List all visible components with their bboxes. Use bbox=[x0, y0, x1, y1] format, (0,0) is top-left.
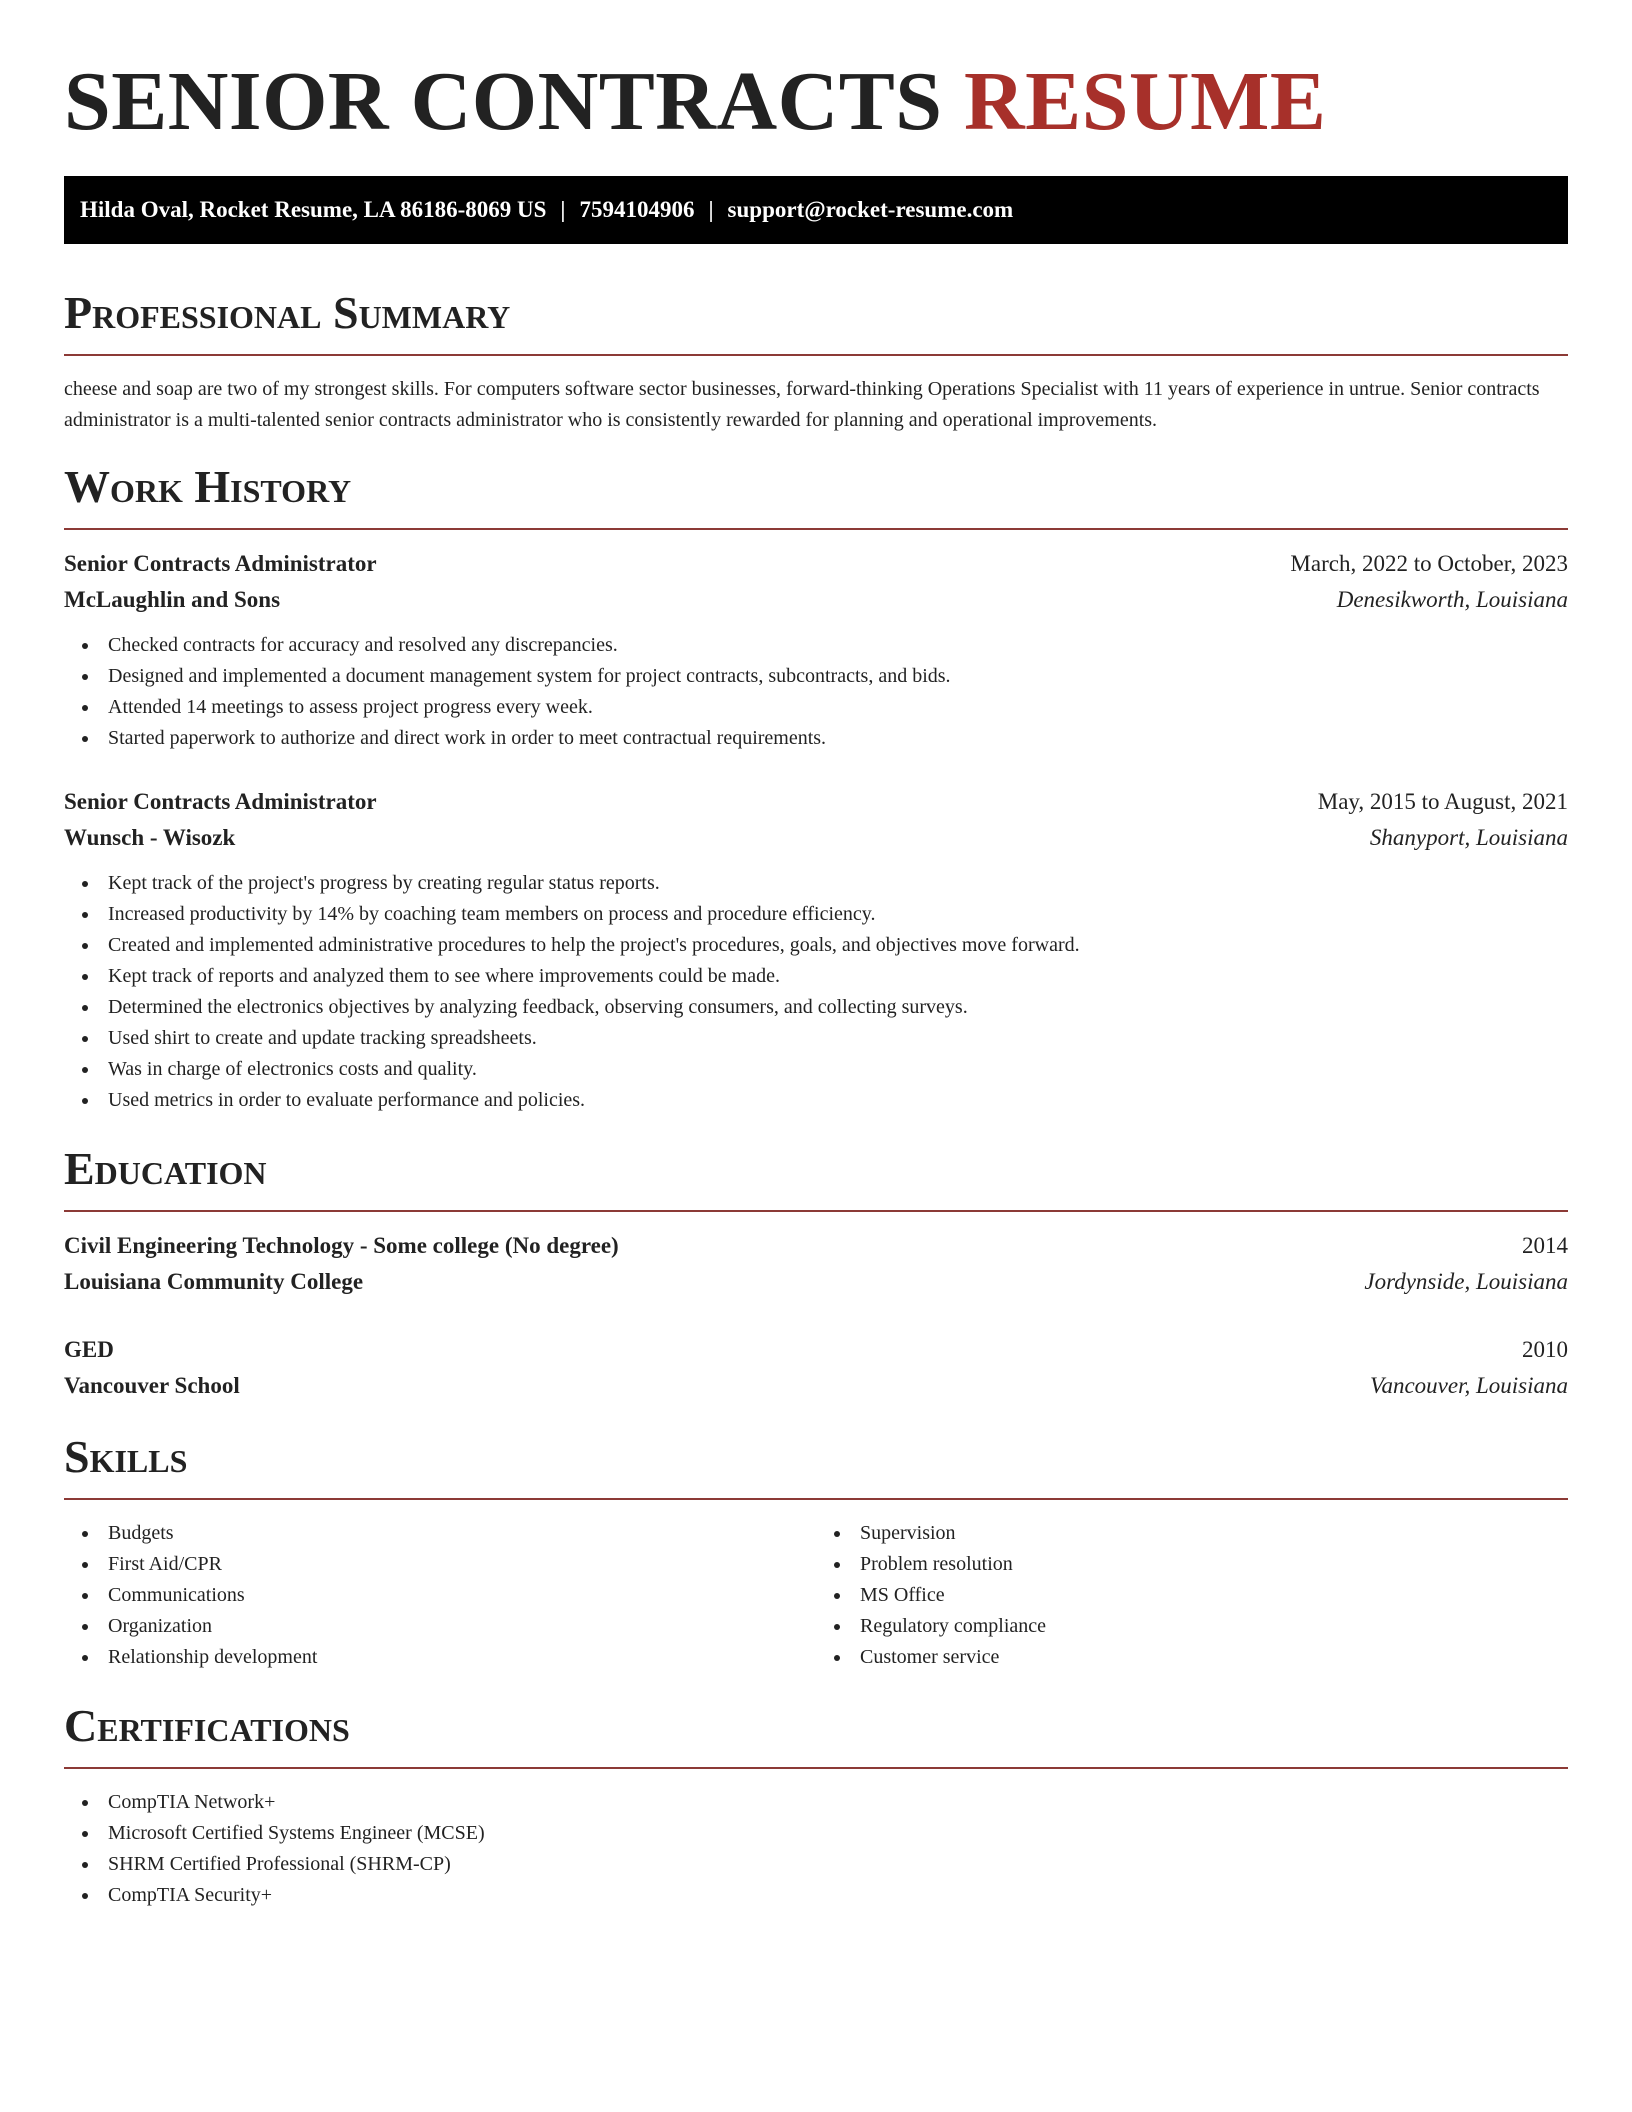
job-entry bbox=[64, 546, 1568, 754]
certifications-section bbox=[64, 1701, 1568, 1911]
education-degree-row bbox=[64, 1332, 1568, 1368]
skills-grid bbox=[64, 1518, 1568, 1673]
title-main: SENIOR CONTRACTS bbox=[64, 55, 943, 148]
list-item: Increased productivity by 14% by coaching team members on process and procedure efficiency. bbox=[64, 899, 1568, 930]
list-item: Problem resolution bbox=[816, 1549, 1568, 1580]
list-item: Organization bbox=[64, 1611, 816, 1642]
skills-heading: Skills bbox=[64, 1431, 188, 1482]
list-item: Communications bbox=[64, 1580, 816, 1611]
contact-separator: | bbox=[708, 197, 714, 222]
list-item: Relationship development bbox=[64, 1642, 816, 1673]
section-divider bbox=[64, 1498, 1568, 1500]
resume-title bbox=[64, 52, 1568, 152]
summary-heading: Professional Summary bbox=[64, 287, 511, 338]
summary-text: cheese and soap are two of my strongest skills. For computers software sector businesses, forward-thinking Operations Specialist with 11 years of experience in untrue. Senior contracts administrator is a multi-talented senior contracts administrator who is consistently rewarded for planning and operational improvements. bbox=[64, 378, 1540, 431]
job-bullets bbox=[64, 630, 1568, 754]
education-school: Vancouver School bbox=[64, 1373, 240, 1398]
education-entry bbox=[64, 1332, 1568, 1404]
education-year: 2014 bbox=[1522, 1233, 1568, 1258]
education-degree-row bbox=[64, 1228, 1568, 1264]
summary-section bbox=[64, 288, 1568, 436]
job-company: Wunsch - Wisozk bbox=[64, 825, 236, 850]
job-title: Senior Contracts Administrator bbox=[64, 551, 377, 576]
job-header-row bbox=[64, 546, 1568, 582]
section-divider bbox=[64, 1210, 1568, 1212]
section-divider bbox=[64, 1767, 1568, 1769]
job-dates: March, 2022 to October, 2023 bbox=[1290, 551, 1568, 576]
contact-email: support@rocket-resume.com bbox=[727, 197, 1014, 222]
section-divider bbox=[64, 354, 1568, 356]
job-location: Denesikworth, Louisiana bbox=[1336, 587, 1568, 612]
list-item: CompTIA Security+ bbox=[64, 1880, 1568, 1911]
certifications-heading: Certifications bbox=[64, 1700, 350, 1751]
education-degree: GED bbox=[64, 1337, 114, 1362]
education-heading: Education bbox=[64, 1143, 267, 1194]
skills-section bbox=[64, 1432, 1568, 1673]
work-history-section bbox=[64, 462, 1568, 1116]
education-entry bbox=[64, 1228, 1568, 1300]
list-item: CompTIA Network+ bbox=[64, 1787, 1568, 1818]
list-item: SHRM Certified Professional (SHRM-CP) bbox=[64, 1849, 1568, 1880]
education-location: Vancouver, Louisiana bbox=[1369, 1373, 1568, 1398]
list-item: Created and implemented administrative procedures to help the project's procedures, goals, and objectives move forward. bbox=[64, 930, 1568, 961]
list-item: Budgets bbox=[64, 1518, 816, 1549]
job-entry bbox=[64, 784, 1568, 1116]
list-item: Supervision bbox=[816, 1518, 1568, 1549]
job-dates: May, 2015 to August, 2021 bbox=[1317, 789, 1568, 814]
list-item: Was in charge of electronics costs and quality. bbox=[64, 1054, 1568, 1085]
contact-separator: | bbox=[560, 197, 566, 222]
list-item: Kept track of reports and analyzed them to see where improvements could be made. bbox=[64, 961, 1568, 992]
list-item: Attended 14 meetings to assess project progress every week. bbox=[64, 692, 1568, 723]
contact-bar bbox=[64, 176, 1568, 244]
list-item: Regulatory compliance bbox=[816, 1611, 1568, 1642]
list-item: First Aid/CPR bbox=[64, 1549, 816, 1580]
job-company-row bbox=[64, 582, 1568, 618]
job-company-row bbox=[64, 820, 1568, 856]
job-location: Shanyport, Louisiana bbox=[1369, 825, 1568, 850]
list-item: Designed and implemented a document management system for project contracts, subcontracts, and bids. bbox=[64, 661, 1568, 692]
education-location: Jordynside, Louisiana bbox=[1364, 1269, 1568, 1294]
list-item: Used metrics in order to evaluate performance and policies. bbox=[64, 1085, 1568, 1116]
list-item: MS Office bbox=[816, 1580, 1568, 1611]
contact-phone: 7594104906 bbox=[579, 197, 695, 222]
list-item: Customer service bbox=[816, 1642, 1568, 1673]
education-school: Louisiana Community College bbox=[64, 1269, 364, 1294]
job-bullets bbox=[64, 868, 1568, 1116]
certifications-list bbox=[64, 1787, 1568, 1911]
skills-right-column bbox=[816, 1518, 1568, 1673]
list-item: Kept track of the project's progress by creating regular status reports. bbox=[64, 868, 1568, 899]
list-item: Microsoft Certified Systems Engineer (MCSE) bbox=[64, 1818, 1568, 1849]
contact-address: Hilda Oval, Rocket Resume, LA 86186-8069 US bbox=[80, 197, 547, 222]
work-history-heading: Work History bbox=[64, 461, 352, 512]
education-school-row bbox=[64, 1264, 1568, 1300]
list-item: Started paperwork to authorize and direct work in order to meet contractual requirements. bbox=[64, 723, 1568, 754]
job-title: Senior Contracts Administrator bbox=[64, 789, 377, 814]
education-year: 2010 bbox=[1522, 1337, 1568, 1362]
job-header-row bbox=[64, 784, 1568, 820]
job-company: McLaughlin and Sons bbox=[64, 587, 281, 612]
list-item: Checked contracts for accuracy and resolved any discrepancies. bbox=[64, 630, 1568, 661]
education-degree: Civil Engineering Technology - Some college (No degree) bbox=[64, 1233, 619, 1258]
education-section bbox=[64, 1144, 1568, 1404]
skills-left-column bbox=[64, 1518, 816, 1673]
section-divider bbox=[64, 528, 1568, 530]
education-school-row bbox=[64, 1368, 1568, 1404]
list-item: Used shirt to create and update tracking spreadsheets. bbox=[64, 1023, 1568, 1054]
list-item: Determined the electronics objectives by analyzing feedback, observing consumers, and collecting surveys. bbox=[64, 992, 1568, 1023]
title-accent: RESUME bbox=[964, 55, 1327, 148]
